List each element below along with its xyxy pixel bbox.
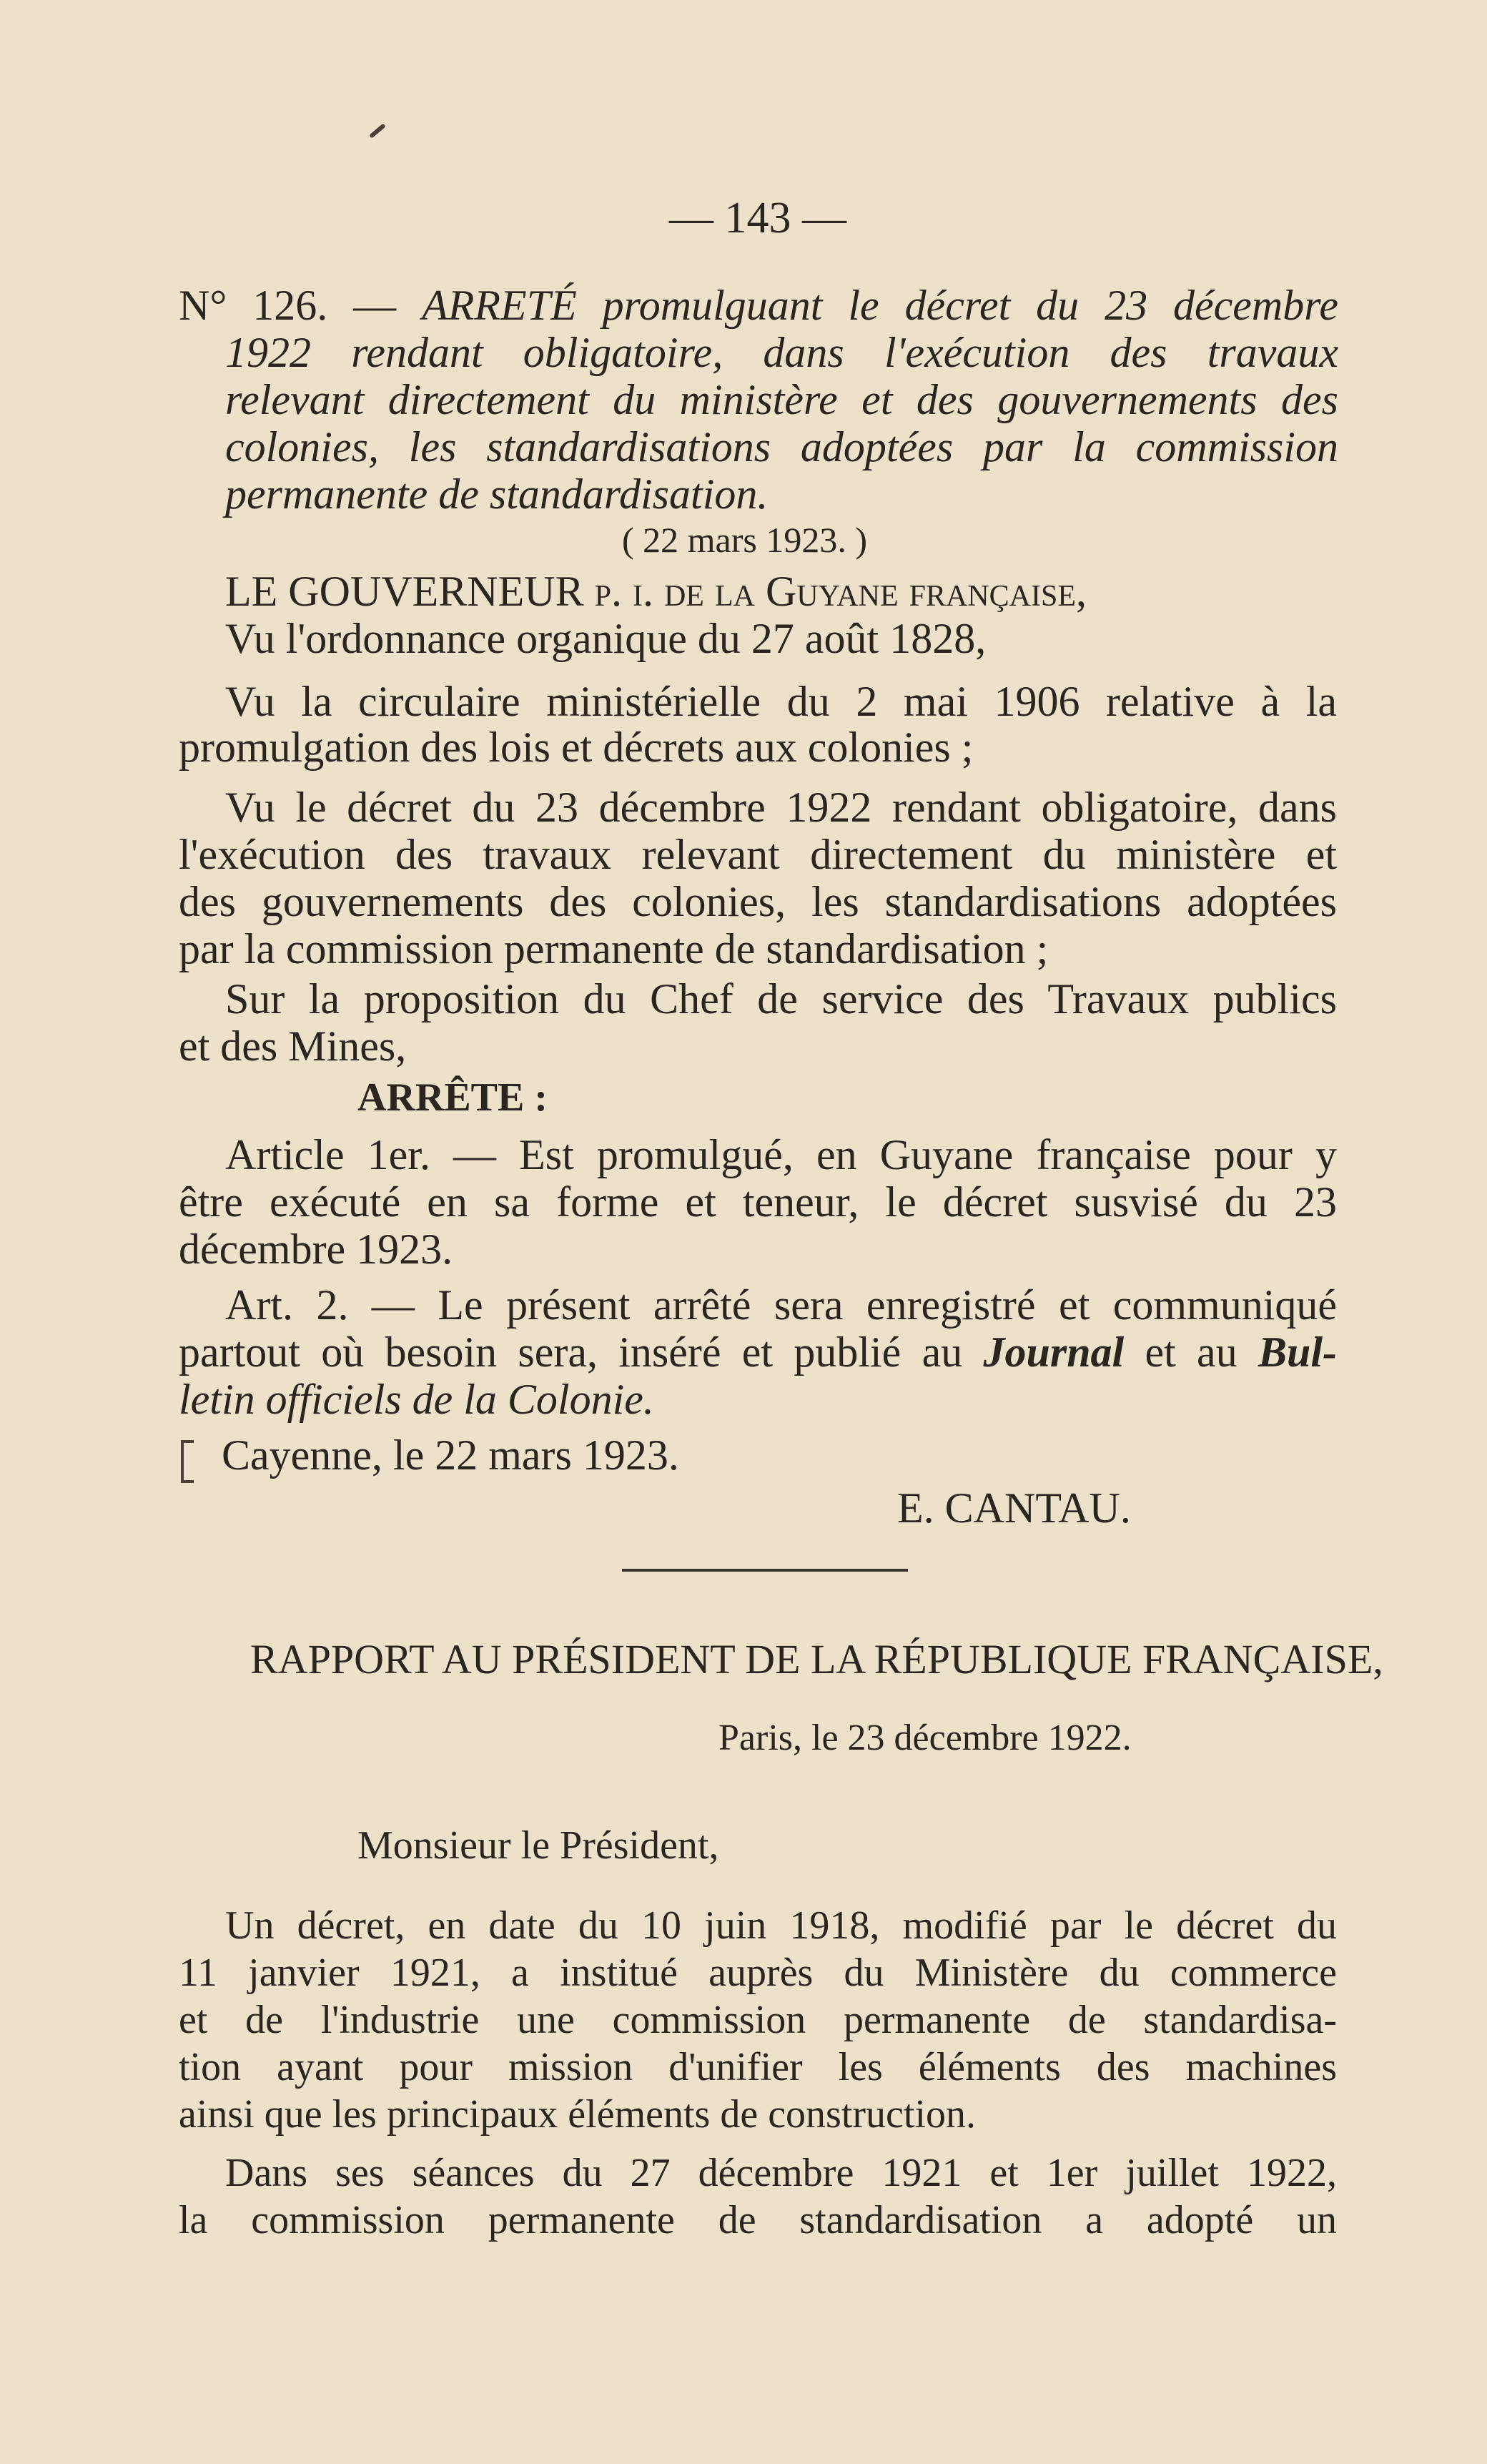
article-2-line-3: [179, 1374, 654, 1424]
decree-title-line-4: colonies, les standardisations adoptées par la commission: [225, 423, 1338, 470]
article-2-line-2-text: partout où besoin sera, inséré et publié au: [179, 1329, 984, 1376]
rapport-salutation: Monsieur le Président,: [357, 1823, 719, 1868]
place-date: Cayenne, le 22 mars 1923.: [222, 1431, 679, 1479]
decree-date: ( 22 mars 1923. ): [622, 520, 867, 560]
margin-bracket: [181, 1440, 194, 1483]
article-2-line-2: [179, 1327, 1337, 1377]
decree-title-line-5: permanente de standardisation.: [225, 470, 769, 518]
rapport-p1-line-2: 11 janvier 1921, a institué auprès du Ministère du commerce: [179, 1951, 1337, 1995]
article-2-line-1: Art. 2. — Le présent arrêté sera enregistré et communiqué: [225, 1281, 1337, 1329]
rapport-p2-line-1: Dans ses séances du 27 décembre 1921 et 1er juillet 1922,: [225, 2151, 1337, 2195]
rapport-p1-line-1: Un décret, en date du 10 juin 1918, modifié par le décret du: [225, 1903, 1337, 1948]
rapport-p1-line-5: ainsi que les principaux éléments de construction.: [179, 2092, 977, 2137]
decree-number: N° 126. —: [179, 282, 397, 329]
vu-circulaire-line-2: promulgation des lois et décrets aux colonies ;: [179, 724, 974, 771]
article-1-line-3: décembre 1923.: [179, 1226, 453, 1273]
rapport-heading: RAPPORT AU PRÉSIDENT DE LA RÉPUBLIQUE FRANÇAISE,: [250, 1636, 1383, 1682]
article-2-line-3-text: letin officiels de la Colonie.: [179, 1376, 654, 1423]
vu-circulaire-line-1: Vu la circulaire ministérielle du 2 mai 1906 relative à la: [225, 678, 1337, 725]
article-1-line-1: Article 1er. — Est promulgué, en Guyane française pour y: [225, 1131, 1337, 1178]
page-number: — 143 —: [669, 194, 846, 242]
sur-proposition-line-1: Sur la proposition du Chef de service des Travaux publics: [225, 975, 1337, 1022]
decree-title-line-2: 1922 rendant obligatoire, dans l'exécution des travaux: [225, 329, 1338, 376]
gouverneur-line: LE GOUVERNEUR p. i. de la Guyane française,: [225, 568, 1087, 615]
decree-title-text-1: ARRETÉ promulguant le décret du 23 décembre: [422, 282, 1338, 329]
bul-word: Bul-: [1258, 1329, 1338, 1376]
vu-decret-line-3: des gouvernements des colonies, les standardisations adoptées: [179, 878, 1337, 925]
vu-ordonnance: Vu l'ordonnance organique du 27 août 1828,: [225, 615, 987, 662]
journal-word: Journal: [983, 1329, 1125, 1376]
decree-title-line-1: [179, 280, 1338, 330]
rapport-p2-line-2: la commission permanente de standardisation a adopté un: [179, 2198, 1337, 2242]
signature: E. CANTAU.: [897, 1484, 1131, 1532]
article-1-line-2: être exécuté en sa forme et teneur, le décret susvisé du 23: [179, 1178, 1337, 1226]
vu-decret-line-2: l'exécution des travaux relevant directement du ministère et: [179, 831, 1337, 878]
rapport-place-date: Paris, le 23 décembre 1922.: [718, 1718, 1132, 1758]
section-divider: [622, 1569, 908, 1572]
et-au-text: et au: [1124, 1329, 1258, 1376]
vu-decret-line-4: par la commission permanente de standardisation ;: [179, 925, 1049, 972]
ink-mark: [369, 123, 386, 138]
vu-decret-line-1: Vu le décret du 23 décembre 1922 rendant obligatoire, dans: [225, 784, 1337, 831]
sur-proposition-line-2: et des Mines,: [179, 1022, 407, 1070]
decree-title-line-3: relevant directement du ministère et des gouvernements des: [225, 376, 1338, 423]
arrete-heading: ARRÊTE :: [357, 1075, 548, 1120]
rapport-p1-line-4: tion ayant pour mission d'unifier les éléments des machines: [179, 2045, 1337, 2089]
rapport-p1-line-3: et de l'industrie une commission permanente de standardisa-: [179, 1998, 1337, 2042]
